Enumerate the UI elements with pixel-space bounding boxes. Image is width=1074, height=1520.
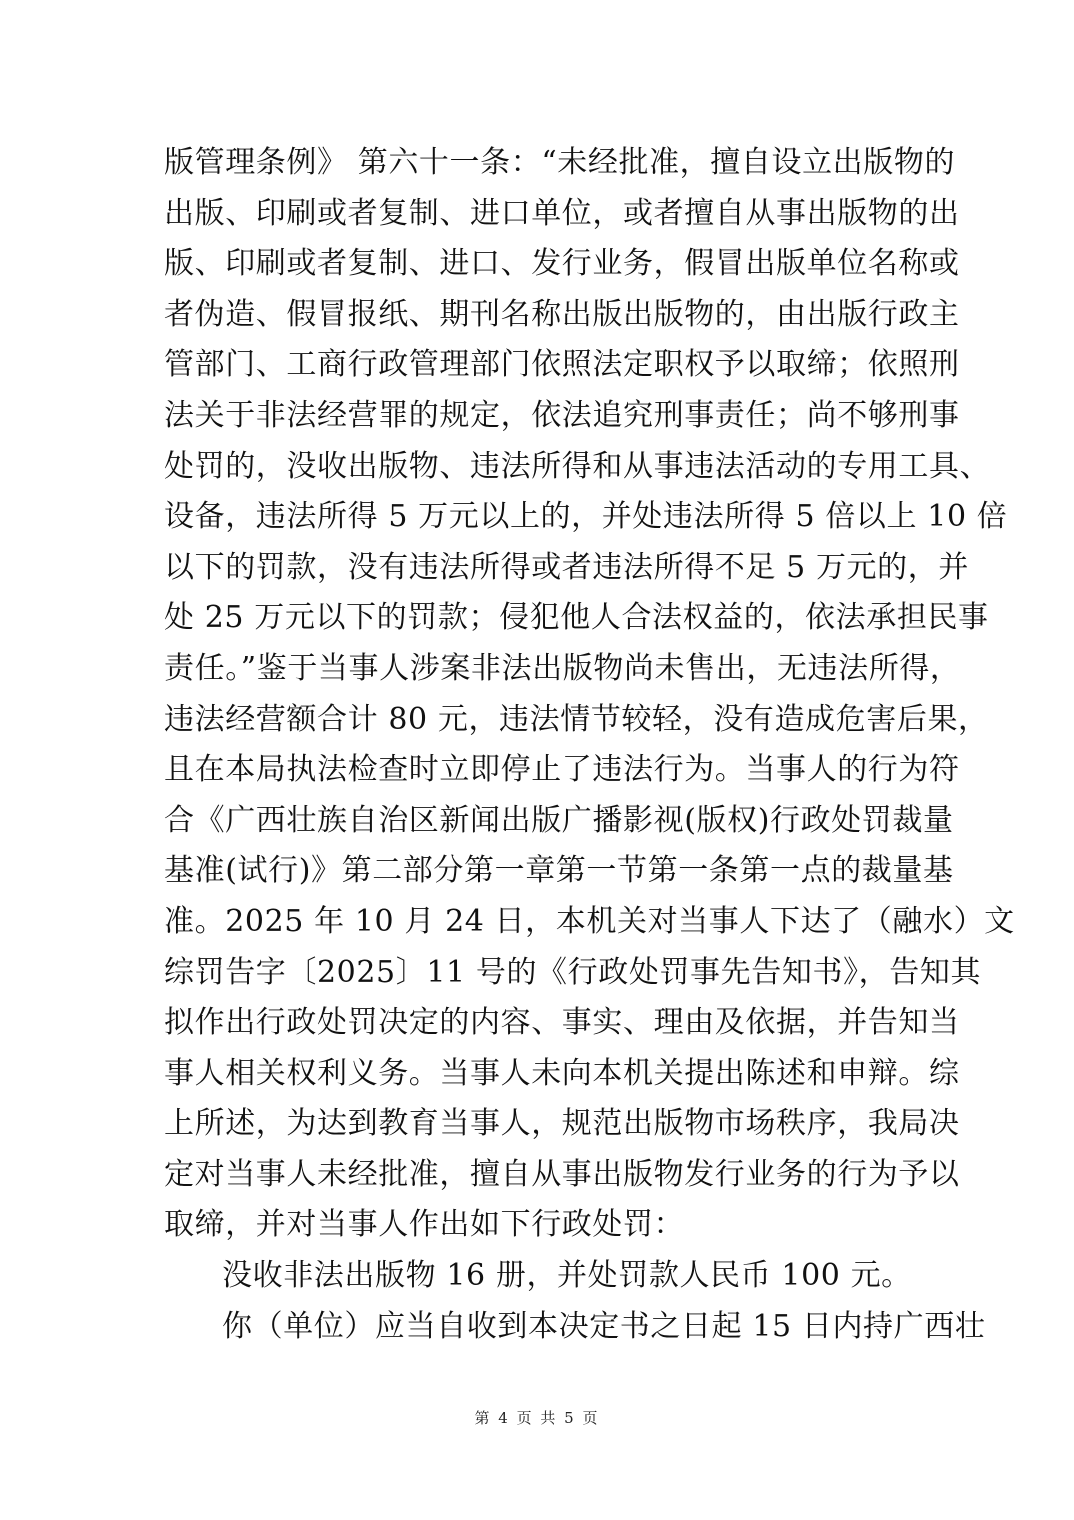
- body-line-18: 拟作出行政处罚决定的内容、事实、理由及依据，并告知当: [164, 1005, 960, 1041]
- notice-paragraph: 你（单位）应当自收到本决定书之日起 15 日内持广西壮: [222, 1308, 986, 1344]
- body-line-21: 定对当事人未经批准，擅自从事出版物发行业务的行为予以: [164, 1156, 960, 1192]
- body-line-17: 综罚告字〔2025〕11 号的《行政处罚事先告知书》，告知其: [164, 954, 982, 990]
- body-line-4: 者伪造、假冒报纸、期刊名称出版出版物的，由出版行政主: [164, 296, 960, 332]
- penalty-paragraph: 没收非法出版物 16 册，并处罚款人民币 100 元。: [222, 1258, 912, 1294]
- body-line-14: 合《广西壮族自治区新闻出版广播影视(版权)行政处罚裁量: [164, 802, 954, 838]
- document-body: [164, 138, 1015, 1352]
- body-line-12: 违法经营额合计 80 元，违法情节较轻，没有造成危害后果，: [164, 701, 989, 737]
- body-line-16: 准。2025 年 10 月 24 日，本机关对当事人下达了（融水）文: [164, 903, 1015, 939]
- body-line-8: 设备，违法所得 5 万元以上的，并处违法所得 5 倍以上 10 倍: [164, 499, 1008, 535]
- body-line-20: 上所述，为达到教育当事人，规范出版物市场秩序，我局决: [164, 1106, 960, 1142]
- body-line-11: 责任。”鉴于当事人涉案非法出版物尚未售出，无违法所得，: [164, 650, 961, 686]
- body-line-9: 以下的罚款，没有违法所得或者违法所得不足 5 万元的，并: [164, 549, 969, 585]
- body-line-5: 管部门、工商行政管理部门依照法定职权予以取缔；依照刑: [164, 347, 960, 383]
- body-line-19: 事人相关权利义务。当事人未向本机关提出陈述和申辩。综: [164, 1055, 960, 1091]
- body-line-3: 版、印刷或者复制、进口、发行业务，假冒出版单位名称或: [164, 246, 960, 282]
- body-line-7: 处罚的，没收出版物、违法所得和从事违法活动的专用工具、: [164, 448, 991, 484]
- body-line-2: 出版、印刷或者复制、进口单位，或者擅自从事出版物的出: [164, 195, 960, 231]
- body-line-10: 处 25 万元以下的罚款；侵犯他人合法权益的，依法承担民事: [164, 600, 989, 636]
- body-line-22: 取缔，并对当事人作出如下行政处罚：: [164, 1207, 685, 1243]
- body-line-6: 法关于非法经营罪的规定，依法追究刑事责任；尚不够刑事: [164, 397, 960, 433]
- page-number-footer: 第 4 页 共 5 页: [474, 1409, 600, 1427]
- body-line-1: 版管理条例》 第六十一条：“未经批准，擅自设立出版物的: [164, 145, 956, 180]
- body-line-15: 基准(试行)》第二部分第一章第一节第一条第一点的裁量基: [164, 853, 954, 889]
- body-line-13: 且在本局执法检查时立即停止了违法行为。当事人的行为符: [164, 752, 960, 788]
